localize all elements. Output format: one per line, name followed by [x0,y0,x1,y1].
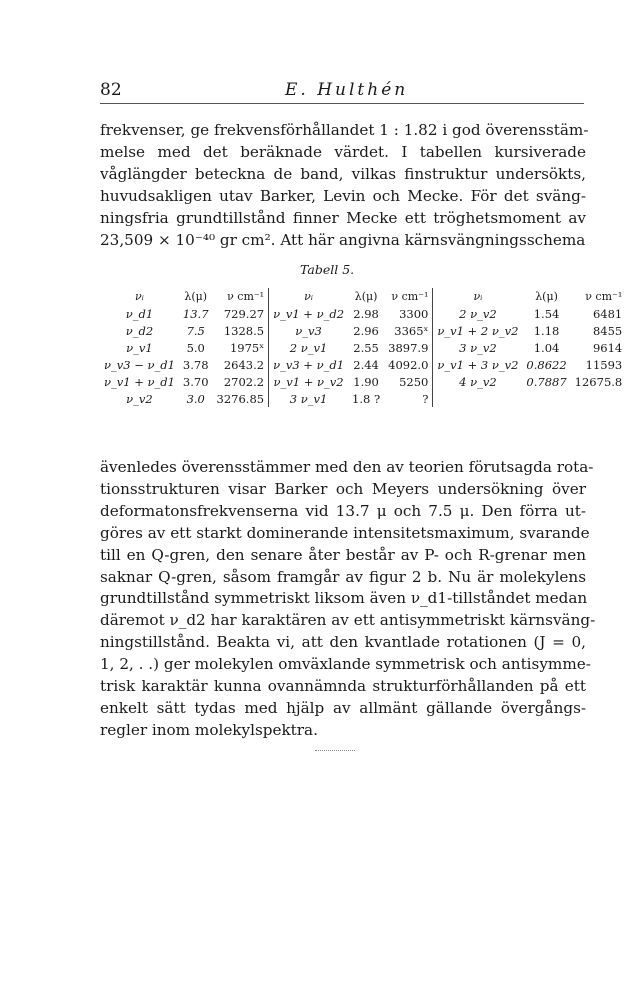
table-cell: 2702.2 [223,374,265,389]
table-cell: 2.98 [353,306,379,321]
table-cell: 8455 [592,323,623,338]
col-header: νᵢ [269,288,348,305]
table-cell: ν_v3 − ν_d1 [104,357,175,372]
table-cell: 2 ν_v1 [269,339,348,356]
table-row [100,305,626,322]
table-cell: 1328.5 [223,323,265,338]
table-cell: 1975ˣ [229,340,265,355]
table-cell: 3300 [399,306,429,321]
table-title: Tabell 5. [300,262,355,277]
table-cell [433,390,523,407]
table-cell: 0.8622 [526,357,567,372]
text-line: melse med det beräknade värdet. I tabellen kursiverade [100,142,586,161]
text-line: trisk karaktär kunna ovannämnda strukturförhållanden på ett [100,677,586,696]
table-cell: ν_v2 [126,391,153,406]
table-cell: 5250 [399,374,429,389]
text-line: tionsstrukturen visar Barker och Meyers undersökning över [100,479,586,498]
table-row [100,373,626,390]
col-header: λ(μ) [184,290,208,303]
table-cell: ν_d1 [125,306,154,321]
text-line: 1, 2, . .) ger molekylen omväxlande symmetrisk och antisymme- [100,655,591,674]
table-cell: 2 ν_v2 [433,305,523,322]
text-line: grundtillstånd symmetriskt liksom även ν_d1-tillståndet medan [100,589,588,608]
table-container [100,288,623,407]
table-header-row [100,288,626,305]
text-line: ävenledes överensstämmer med den av teorien förutsagda rota- [100,458,594,476]
table-cell: 1.18 [533,323,560,338]
header-rule [100,103,584,104]
table-cell: 2.44 [353,357,379,372]
table-cell: 5.0 [186,340,205,355]
text-line: däremot ν_d2 har karaktären av ett antisymmetriskt kärnsväng- [100,611,596,630]
table-cell: ν_v1 [126,340,153,355]
col-header: ν cm⁻¹ [391,290,429,303]
text-line: till en Q-gren, den senare åter består av P- och R-grenar men [100,545,586,564]
table-cell: 12675.8 [574,374,623,389]
table-row [100,322,626,339]
table-cell: ν_v1 + 3 ν_v2 [433,356,523,373]
page-number: 82 [100,80,122,100]
text-line: regler inom molekylspektra. [100,720,318,739]
table-cell: 0.7887 [526,374,567,389]
table-cell: 11593 [585,357,623,372]
paragraph-discussion [100,457,596,742]
table-cell: 3.70 [182,374,209,389]
col-header: ν cm⁻¹ [585,290,623,303]
table-cell: 3.0 [186,391,205,406]
table-cell: 4092.0 [388,357,429,372]
table-cell: 3365ˣ [394,323,429,338]
table-cell [571,390,626,407]
text-line: frekvenser, ge frekvensförhållandet 1 : 1.82 i god överensstäm- [100,121,589,139]
table-cell: 3897.9 [388,340,429,355]
table-cell: 9614 [592,340,623,355]
table-cell [522,390,570,407]
col-header: λ(μ) [354,290,378,303]
text-line: huvudsakligen utav Barker, Levin och Mecke. För det sväng- [100,186,586,205]
text-line: ningsfria grundtillstånd finner Mecke ett tröghetsmoment av [100,208,586,227]
table-cell: 3276.85 [216,391,265,406]
table-cell: ν_v3 [269,322,348,339]
table-cell: 1.90 [353,374,379,389]
text-line: våglängder beteckna de band, vilkas finstruktur undersökts, [100,164,586,183]
col-header: νᵢ [135,290,144,303]
text-line: enkelt sätt tydas med hjälp av allmänt gällande övergångs- [100,698,586,717]
table-cell: 729.27 [223,306,265,321]
text-line: 23,509 × 10⁻⁴⁰ gr cm². Att här angivna kärnsvängningsschema [100,230,586,249]
table-cell: 6481 [592,306,623,321]
table-cell: 1.04 [533,340,560,355]
table-cell: ν_v1 + ν_d1 [104,374,175,389]
table-cell: ν_v1 + ν_d2 [269,305,348,322]
table-cell: ν_v3 + ν_d1 [269,356,348,373]
table-cell: 1.54 [533,306,560,321]
table-cell: ν_v1 + ν_v2 [269,373,348,390]
table-cell: 2643.2 [223,357,265,372]
table-row [100,339,626,356]
frequency-table [100,288,626,407]
table-row [100,390,626,407]
table-cell: ? [422,391,429,406]
text-line: saknar Q-gren, såsom framgår av figur 2 b. Nu är molekylens [100,567,586,586]
table-cell: 2.55 [353,340,379,355]
running-head: E. Hulthén [285,80,409,100]
table-cell: ν_v1 + 2 ν_v2 [433,322,523,339]
table-cell: 3 ν_v2 [433,339,523,356]
text-line: ningstillstånd. Beakta vi, att den kvantlade rotationen (J = 0, [100,633,586,652]
table-cell: 7.5 [186,323,205,338]
table-cell: ν_d2 [125,323,154,338]
table-cell: 4 ν_v2 [433,373,523,390]
col-header: λ(μ) [535,290,558,303]
text-line: göres av ett starkt dominerande intensitetsmaximum, svarande [100,523,590,542]
text-line: deformatonsfrekvenserna vid 13.7 μ och 7.5 μ. Den förra ut- [100,501,586,520]
table-cell: 13.7 [182,306,209,321]
table-row [100,356,626,373]
table-cell: 3.78 [182,357,209,372]
col-header: ν cm⁻¹ [227,290,265,303]
table-cell: 1.8 ? [352,391,381,406]
table-cell: 2.96 [353,323,379,338]
paragraph-intro [100,120,589,251]
end-divider [315,750,355,751]
table-cell: 3 ν_v1 [269,390,348,407]
col-header: νᵢ [433,288,523,305]
